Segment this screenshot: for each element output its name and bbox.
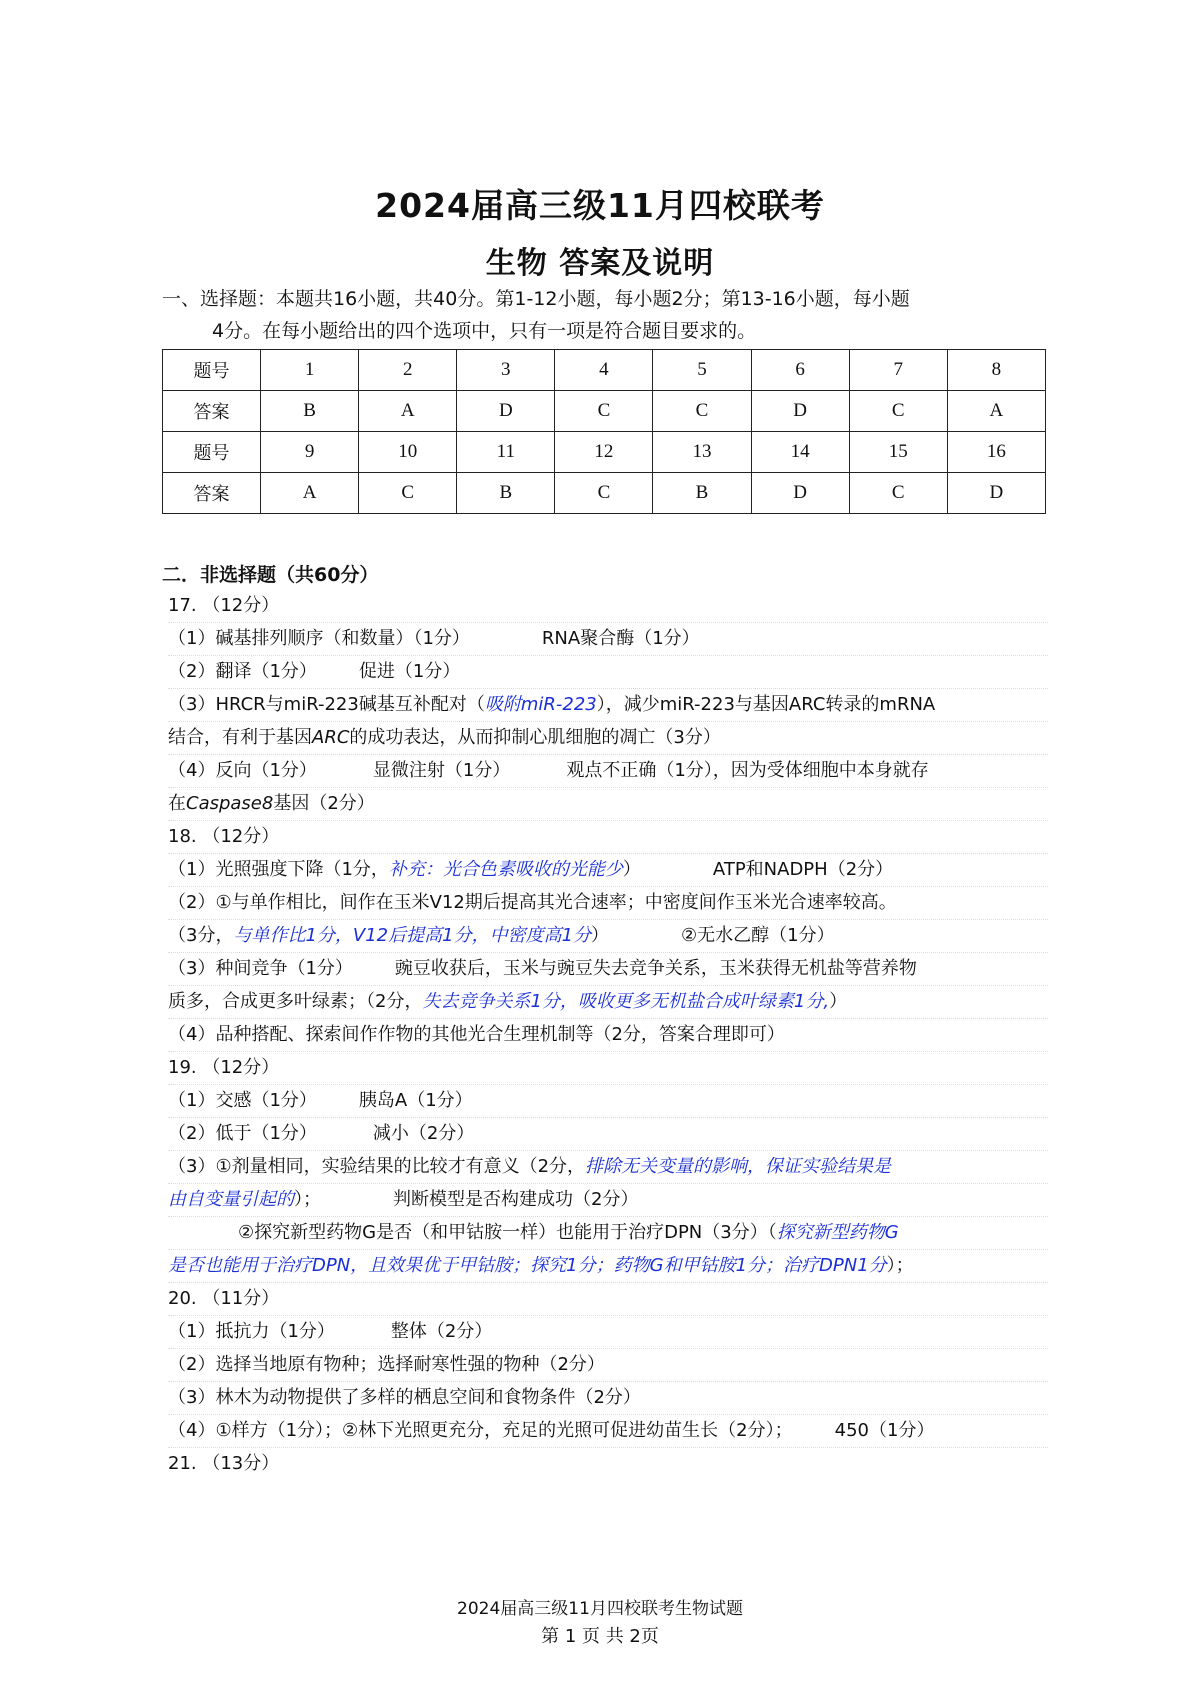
q19-p2-answer-b: 减小（2分） <box>372 1123 475 1144</box>
answer-table-cell: 15 <box>849 432 947 473</box>
answer-table-cell: C <box>359 473 457 514</box>
q18-p3-note: 失去竞争关系1分，吸收更多无机盐合成叶绿素1分, <box>422 991 830 1012</box>
q20-part4 <box>168 1415 1048 1448</box>
q18-part3-line2 <box>168 986 1048 1019</box>
q20-part3: （3）林木为动物提供了多样的栖息空间和食物条件（2分） <box>168 1382 1048 1415</box>
q20-head: 20. （11分） <box>168 1283 1048 1316</box>
answer-table-cell: 3 <box>457 350 555 391</box>
answer-table <box>162 349 1046 514</box>
answer-table-cell: D <box>457 391 555 432</box>
answer-table-cell: B <box>261 391 359 432</box>
answer-table-row <box>163 473 1046 514</box>
q19-p2-answer-a: （2）低于（1分） <box>168 1123 317 1144</box>
q18-part4: （4）品种搭配、探索间作作物的其他光合生理机制等（2分，答案合理即可） <box>168 1019 1048 1052</box>
footer-exam-name: 2024届高三级11月四校联考生物试题 <box>457 1599 743 1619</box>
answers-body <box>168 590 1048 1480</box>
q17-p1-answer-b: RNA聚合酶（1分） <box>541 628 700 649</box>
q17-p2-answer-a: （2）翻译（1分） <box>168 661 317 682</box>
section1-instructions <box>162 283 1042 347</box>
q19-p1-answer-a: （1）交感（1分） <box>168 1090 317 1111</box>
answer-table-cell: 5 <box>653 350 751 391</box>
q20-part2: （2）选择当地原有物种；选择耐寒性强的物种（2分） <box>168 1349 1048 1382</box>
section1-line1: 一、选择题：本题共16小题，共40分。第1-12小题，每小题2分；第13-16小题，每小题 <box>162 288 910 310</box>
page-title: 2024届高三级11月四校联考 <box>375 186 825 225</box>
q17-head: 17. （12分） <box>168 590 1048 623</box>
answer-table-row <box>163 432 1046 473</box>
answer-table-row-label: 题号 <box>163 432 261 473</box>
q18-part2-line1: （2）①与单作相比，间作在玉米V12期后提高其光合速率；中密度间作玉米光合速率较高。 <box>168 887 1048 920</box>
answer-table-cell: 9 <box>261 432 359 473</box>
section2-heading: 二．非选择题（共60分） <box>162 564 379 586</box>
q18-part1 <box>168 854 1048 887</box>
q17-p4-gene: Caspase8 <box>186 793 274 814</box>
q20-p1-answer-a: （1）抵抗力（1分） <box>168 1321 335 1342</box>
q17-part4-line1 <box>168 755 1048 788</box>
q18-part3-line1 <box>168 953 1048 986</box>
q19-p3-note-b: 由自变量引起的 <box>168 1189 294 1210</box>
q17-p4-answer-b: 显微注射（1分） <box>372 760 511 781</box>
answer-table-cell: 14 <box>751 432 849 473</box>
q17-p3-text-a: （3）HRCR与miR-223碱基互补配对（ <box>168 694 485 715</box>
answer-table-cell: D <box>751 473 849 514</box>
q18-p1-close: ） <box>622 859 641 880</box>
q18-p2-score: （3分， <box>168 925 234 946</box>
answer-table-cell: C <box>849 391 947 432</box>
q19-head: 19. （12分） <box>168 1052 1048 1085</box>
q17-p2-answer-b: 促进（1分） <box>358 661 461 682</box>
q18-p1-answer-b: ATP和NADPH（2分） <box>712 859 894 880</box>
q17-p3-text-c: ），减少miR-223与基因ARC转录的mRNA <box>596 694 936 715</box>
q19-part3-line3 <box>168 1217 1048 1250</box>
section1-line2: 4分。在每小题给出的四个选项中，只有一项是符合题目要求的。 <box>212 320 757 342</box>
q18-p2-close: ） <box>591 925 610 946</box>
q18-p3-text-c: 质多，合成更多叶绿素；（2分， <box>168 991 423 1012</box>
q19-part1 <box>168 1085 1048 1118</box>
q18-p3-answer-a: （3）种间竞争（1分） <box>168 958 353 979</box>
q19-part2 <box>168 1118 1048 1151</box>
q18-p1-note: 补充：光合色素吸收的光能少 <box>388 859 623 880</box>
answer-table-cell: 13 <box>653 432 751 473</box>
q19-p3-answer-a: （3）①剂量相同，实验结果的比较才有意义（2分， <box>168 1156 586 1177</box>
answer-table-cell: D <box>947 473 1045 514</box>
answer-table-cell: 8 <box>947 350 1045 391</box>
q18-p3-close: ） <box>829 991 848 1012</box>
q17-part1 <box>168 623 1048 656</box>
q17-part3-line2 <box>168 722 1048 755</box>
q20-p4-answer-a: （4）①样方（1分）； <box>168 1420 343 1441</box>
q19-p4-note-a: 探究新型药物G <box>776 1222 899 1243</box>
answer-table-cell: D <box>751 391 849 432</box>
q18-head: 18. （12分） <box>168 821 1048 854</box>
answer-table-cell: B <box>653 473 751 514</box>
answer-table-cell: A <box>261 473 359 514</box>
answer-table-row-label: 答案 <box>163 391 261 432</box>
answer-table-row-label: 答案 <box>163 473 261 514</box>
q18-p2-note: 与单作比1分，V12后提高1分，中密度高1分 <box>233 925 592 946</box>
answer-table-cell: 1 <box>261 350 359 391</box>
answer-table-cell: B <box>457 473 555 514</box>
q18-part2-line2 <box>168 920 1048 953</box>
answer-table-row <box>163 391 1046 432</box>
q17-part3-line1 <box>168 689 1048 722</box>
answer-table-cell: 7 <box>849 350 947 391</box>
q19-p3-answer-b: 判断模型是否构建成功（2分） <box>393 1189 639 1210</box>
q17-p3-text-f: 的成功表达，从而抑制心肌细胞的凋亡（3分） <box>349 727 721 748</box>
answer-table-cell: 11 <box>457 432 555 473</box>
answer-table-cell: 6 <box>751 350 849 391</box>
q17-p4-answer-a: （4）反向（1分） <box>168 760 317 781</box>
page-subtitle: 生物 答案及说明 <box>485 246 715 281</box>
answer-table-cell: C <box>849 473 947 514</box>
answer-table-cell: C <box>555 391 653 432</box>
q19-part3-line4 <box>168 1250 1048 1283</box>
answer-table-cell: A <box>947 391 1045 432</box>
q20-part1 <box>168 1316 1048 1349</box>
q17-p4-answer-c: 观点不正确（1分），因为受体细胞中本身就存 <box>566 760 929 781</box>
q17-p3-note: 吸附miR-223 <box>484 694 597 715</box>
answer-table-cell: 12 <box>555 432 653 473</box>
footer-page-number: 第 1 页 共 2页 <box>541 1626 659 1647</box>
answer-table-row-label: 题号 <box>163 350 261 391</box>
answer-table-cell: 2 <box>359 350 457 391</box>
q18-p1-answer-a: （1）光照强度下降（1分， <box>168 859 389 880</box>
answer-table-cell: A <box>359 391 457 432</box>
q19-p4-note-b: 是否也能用于治疗DPN，且效果优于甲钴胺；探究1分；药物G和甲钴胺1分；治疗DPN1分 <box>168 1255 887 1276</box>
q18-p2-answer-b: ②无水乙醇（1分） <box>681 925 835 946</box>
answer-table-cell: 4 <box>555 350 653 391</box>
q17-p4-text-f: 基因（2分） <box>273 793 375 814</box>
q19-p4-close: ）； <box>886 1255 914 1276</box>
answer-table-cell: C <box>555 473 653 514</box>
q17-p1-answer-a: （1）碱基排列顺序（和数量）（1分） <box>168 628 470 649</box>
q17-p4-text-d: 在 <box>168 793 186 814</box>
answer-table-cell: C <box>653 391 751 432</box>
q20-p1-answer-b: 整体（2分） <box>390 1321 493 1342</box>
q19-p4-answer: ②探究新型药物G是否（和甲钴胺一样）也能用于治疗DPN（3分）（ <box>238 1222 777 1243</box>
q17-p3-gene: ARC <box>312 727 350 748</box>
q18-p3-answer-b: 豌豆收获后，玉米与豌豆失去竞争关系，玉米获得无机盐等营养物 <box>394 958 917 979</box>
answer-table-cell: 16 <box>947 432 1045 473</box>
q19-part3-line1 <box>168 1151 1048 1184</box>
answer-table-cell: 10 <box>359 432 457 473</box>
q19-p3-note-a: 排除无关变量的影响，保证实验结果是 <box>585 1156 892 1177</box>
q19-p1-answer-b: 胰岛A（1分） <box>358 1090 473 1111</box>
q20-p4-answer-c: 450（1分） <box>834 1420 935 1441</box>
q19-p3-close: ）； <box>294 1189 321 1210</box>
q19-part3-line2 <box>168 1184 1048 1217</box>
q20-p4-answer-b: ②林下光照更充分，充足的光照可促进幼苗生长（2分）； <box>342 1420 793 1441</box>
q17-part4-line2 <box>168 788 1048 821</box>
q17-part2 <box>168 656 1048 689</box>
q17-p3-text-d: 结合，有利于基因 <box>168 727 312 748</box>
answer-table-row <box>163 350 1046 391</box>
q21-head: 21. （13分） <box>168 1453 280 1474</box>
